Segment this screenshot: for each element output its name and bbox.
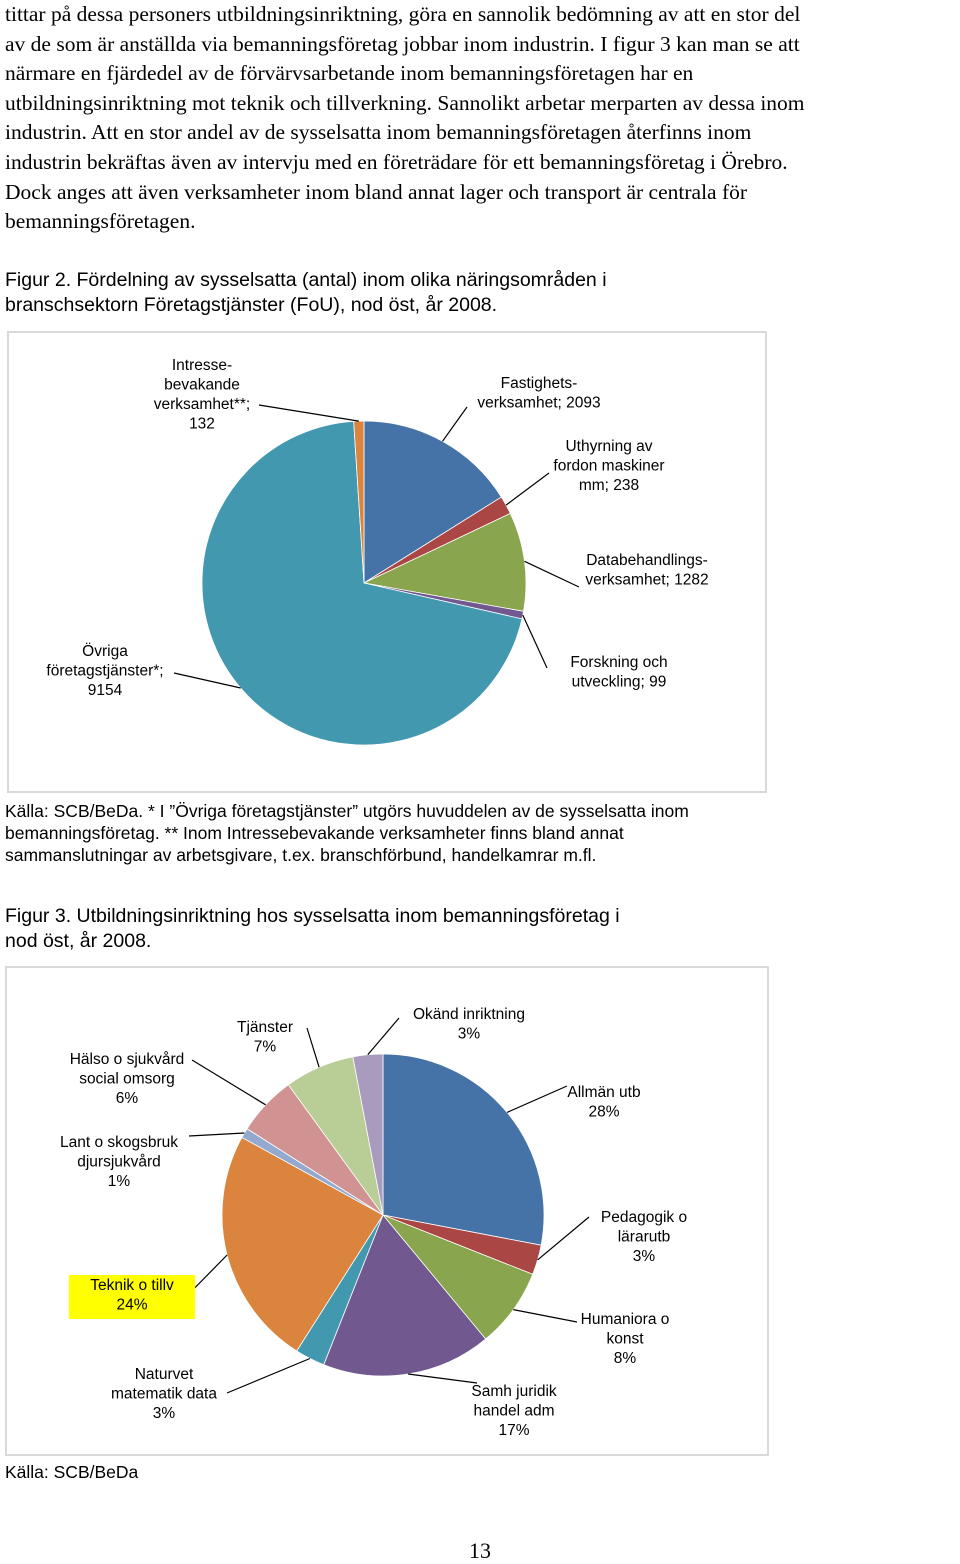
slice-label (585, 552, 708, 589)
slice-label (413, 1006, 525, 1043)
slice-label-line: 8% (613, 1350, 637, 1367)
slice-label (69, 1275, 195, 1319)
slice-label-line: Samh juridik (471, 1383, 557, 1400)
slice-label-line: Tjänster (237, 1019, 293, 1036)
note-line: sammanslutningar av arbetsgivare, t.ex. branschförbund, handelkamrar m.fl. (5, 845, 597, 865)
slice-label-line: Pedagogik o (600, 1209, 688, 1226)
leader-line (523, 615, 547, 668)
slice-label-line: Fastighets- (500, 375, 578, 392)
figure2-caption (5, 268, 607, 318)
caption-line: Figur 2. Fördelning av sysselsatta (antal) inom olika näringsområden i (5, 269, 607, 291)
slice-label-line: Okänd inriktning (412, 1006, 526, 1023)
body-line: utbildningsinriktning mot teknik och tillverkning. Sannolikt arbetar merparten av dessa inom (5, 90, 805, 115)
body-line: närmare en fjärdedel av de förvärvsarbetande inom bemanningsföretagen har en (5, 61, 694, 86)
body-line: Dock anges att även verksamheter inom bland annat lager och transport är centrala för (5, 179, 748, 204)
caption-line: Figur 3. Utbildningsinriktning hos sysselsatta inom bemanningsföretag i (5, 905, 620, 927)
body-line: tittar på dessa personers utbildningsinriktning, göra en sannolik bedömning av att en stor del (5, 2, 801, 26)
pie-slice (383, 1054, 544, 1245)
figure3-source (5, 1461, 138, 1483)
slice-label (237, 1019, 293, 1056)
slice-label (477, 375, 600, 412)
slice-label (46, 642, 163, 699)
slice-label-line: 3% (152, 1405, 176, 1422)
slice-label (154, 357, 250, 433)
slice-label-line: bevakande (164, 376, 240, 394)
slice-label-line: 1% (107, 1173, 131, 1190)
leader-line (307, 1028, 319, 1067)
leader-line (538, 1217, 589, 1260)
slice-label-line: Intresse- (171, 357, 233, 374)
slice-label-line: Naturvet (134, 1366, 194, 1383)
slice-label-line: verksamhet; 1282 (585, 571, 709, 589)
leader-line (513, 1310, 577, 1322)
slice-label-line: företagstjänster*; (46, 662, 164, 680)
leader-line (368, 1018, 399, 1055)
body-line: industrin bekräftas även av intervju med en företrädare för ett bemanningsföretag i Örebro. (5, 149, 788, 174)
slice-label (581, 1311, 670, 1367)
slice-label-line: Hälso o sjukvård (69, 1051, 185, 1068)
leader-line (192, 1060, 266, 1105)
slice-label-line: Övriga (82, 643, 128, 660)
slice-label-line: konst (606, 1330, 644, 1348)
slice-label-line: Databehandlings- (586, 552, 708, 569)
page-number: 13 (469, 1538, 491, 1563)
slice-label-line: 17% (498, 1422, 530, 1439)
slice-label-line: lärarutb (617, 1228, 671, 1246)
figure2-chart-frame (7, 331, 767, 793)
note-line: Källa: SCB/BeDa. * I ”Övriga företagstjänster” utgörs huvuddelen av de sysselsatta inom (5, 801, 689, 821)
figure2-pie-chart (9, 333, 765, 791)
slice-label-line: 28% (588, 1103, 620, 1121)
slice-label-line: fordon maskiner (553, 457, 665, 475)
slice-label-line: utveckling; 99 (571, 673, 667, 691)
body-line: industrin. Att en stor andel av de sysselsatta inom bemanningsföretagen återfinns inom (5, 120, 752, 145)
slice-label-line: 3% (457, 1025, 481, 1043)
body-line: bemanningsföretagen. (5, 209, 196, 234)
slice-label-line: 132 (189, 415, 215, 433)
slice-label-line: 3% (632, 1248, 656, 1265)
source-line: Källa: SCB/BeDa (5, 1462, 139, 1482)
leader-line (507, 1086, 567, 1112)
slice-label-line: verksamhet**; (153, 396, 251, 413)
body-line: av de som är anställda via bemanningsföretag jobbar inom industrin. I figur 3 kan man se att (5, 31, 800, 56)
leader-line (506, 473, 549, 505)
leader-line (259, 405, 359, 421)
slice-label-line: Allmän utb (567, 1084, 641, 1101)
leader-line (408, 1374, 477, 1383)
slice-label (60, 1134, 178, 1190)
slice-label-line: Lant o skogsbruk (59, 1134, 179, 1151)
figure3-caption (5, 904, 620, 954)
leader-line (443, 407, 468, 441)
slice-label (70, 1051, 185, 1107)
slice-label-line: 6% (115, 1090, 139, 1107)
slice-label (553, 438, 664, 494)
figure3-pie-chart (7, 968, 767, 1454)
slice-label-line: 7% (253, 1038, 277, 1056)
slice-label (570, 654, 667, 691)
slice-label-line: Teknik o tillv (90, 1277, 174, 1294)
note-line: bemanningsföretag. ** Inom Intressebevakande verksamheter finns bland annat (5, 823, 624, 843)
slice-label (111, 1366, 217, 1422)
slice-label (471, 1383, 557, 1439)
slice-label-line: 9154 (87, 682, 123, 699)
slice-label-line: Forskning och (570, 654, 668, 671)
slice-label (601, 1209, 687, 1265)
slice-label-line: Uthyrning av (565, 438, 653, 455)
slice-label-line: social omsorg (79, 1070, 175, 1088)
slice-label-line: mm; 238 (578, 477, 640, 494)
figure2-source-note (5, 800, 689, 866)
slice-label (567, 1084, 640, 1121)
slice-label-line: handel adm (473, 1402, 555, 1420)
slice-label-line: matematik data (111, 1385, 217, 1403)
slice-label-line: djursjukvård (77, 1153, 161, 1171)
caption-line: branschsektorn Företagstjänster (FoU), nod öst, år 2008. (5, 294, 498, 316)
figure3-chart-frame (5, 966, 769, 1456)
leader-line (525, 561, 580, 587)
leader-line (227, 1359, 310, 1394)
slice-label-line: 24% (116, 1296, 148, 1314)
caption-line: nod öst, år 2008. (5, 930, 152, 952)
leader-line (189, 1133, 244, 1136)
slice-label-line: Humaniora o (580, 1311, 670, 1328)
body-paragraph (5, 0, 957, 237)
slice-label-line: verksamhet; 2093 (477, 394, 601, 412)
